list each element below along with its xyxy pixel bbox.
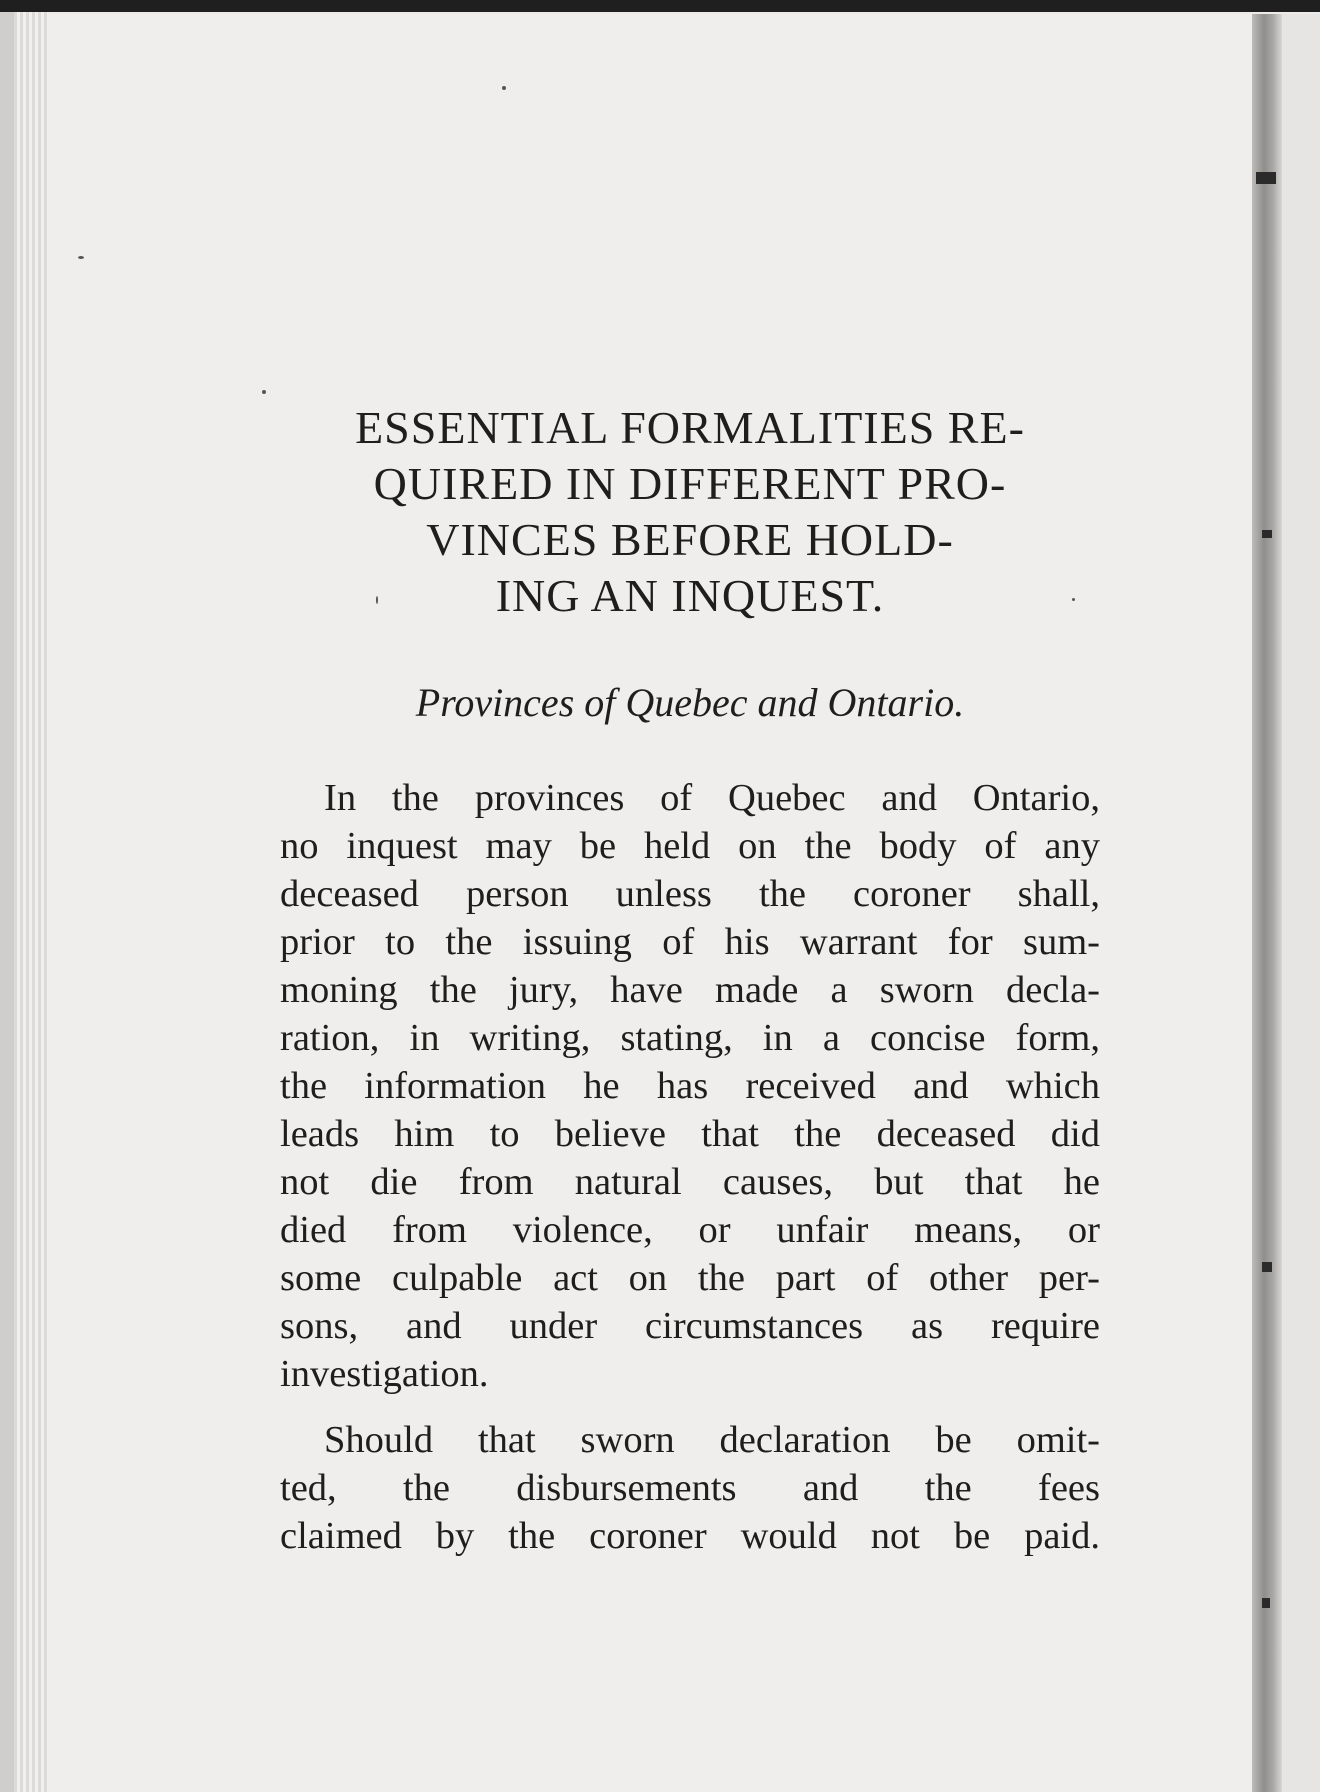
paragraph-line: Should that sworn declaration be omit- xyxy=(324,1419,1100,1461)
paragraph-line: sons, and under circumstances as require xyxy=(280,1305,1100,1347)
section-subheading: Provinces of Quebec and Ontario. xyxy=(415,680,965,725)
paragraph-line: deceased person unless the coroner shall, xyxy=(280,873,1100,915)
speck-mark xyxy=(262,390,266,394)
paragraph-line: ted, the disbursements and the fees xyxy=(280,1467,1100,1509)
paragraph-line: investigation. xyxy=(280,1353,489,1395)
paragraph-line: In the provinces of Quebec and Ontario, xyxy=(324,777,1100,819)
paragraph-line: leads him to believe that the deceased did xyxy=(280,1113,1100,1155)
section-heading xyxy=(280,400,1100,624)
body-paragraph xyxy=(280,1416,1100,1560)
binding-thread-mark xyxy=(1256,172,1276,184)
speck-mark xyxy=(502,86,506,90)
paragraph-line: died from violence, or unfair means, or xyxy=(280,1209,1100,1251)
paragraph-line: prior to the issuing of his warrant for sum- xyxy=(280,921,1100,963)
binding-thread-mark xyxy=(1262,1598,1270,1608)
book-left-edge-shadow xyxy=(0,12,14,1792)
binding-thread-mark xyxy=(1262,1262,1272,1272)
paragraph-line: no inquest may be held on the body of any xyxy=(280,825,1100,867)
book-gutter xyxy=(1252,14,1282,1792)
paragraph-line: some culpable act on the part of other per- xyxy=(280,1257,1100,1299)
paragraph-line: ration, in writing, stating, in a concise form, xyxy=(280,1017,1100,1059)
speck-mark xyxy=(78,256,84,259)
scan-top-border xyxy=(0,0,1320,12)
book-page-edges xyxy=(14,12,48,1792)
heading-line: ESSENTIAL FORMALITIES RE- xyxy=(355,402,1025,453)
paragraph-line: not die from natural causes, but that he xyxy=(280,1161,1100,1203)
body-paragraph xyxy=(280,774,1100,1398)
heading-line: ING AN INQUEST. xyxy=(495,570,885,621)
heading-line: VINCES BEFORE HOLD- xyxy=(426,514,954,565)
paragraph-line: claimed by the coroner would not be paid. xyxy=(280,1515,1100,1557)
paragraph-line: moning the jury, have made a sworn decla- xyxy=(280,969,1100,1011)
page-text-block xyxy=(280,400,1100,1560)
facing-page-edge xyxy=(1282,14,1320,1792)
binding-thread-mark xyxy=(1262,530,1272,538)
paragraph-line: the information he has received and which xyxy=(280,1065,1100,1107)
heading-line: QUIRED IN DIFFERENT PRO- xyxy=(373,458,1007,509)
